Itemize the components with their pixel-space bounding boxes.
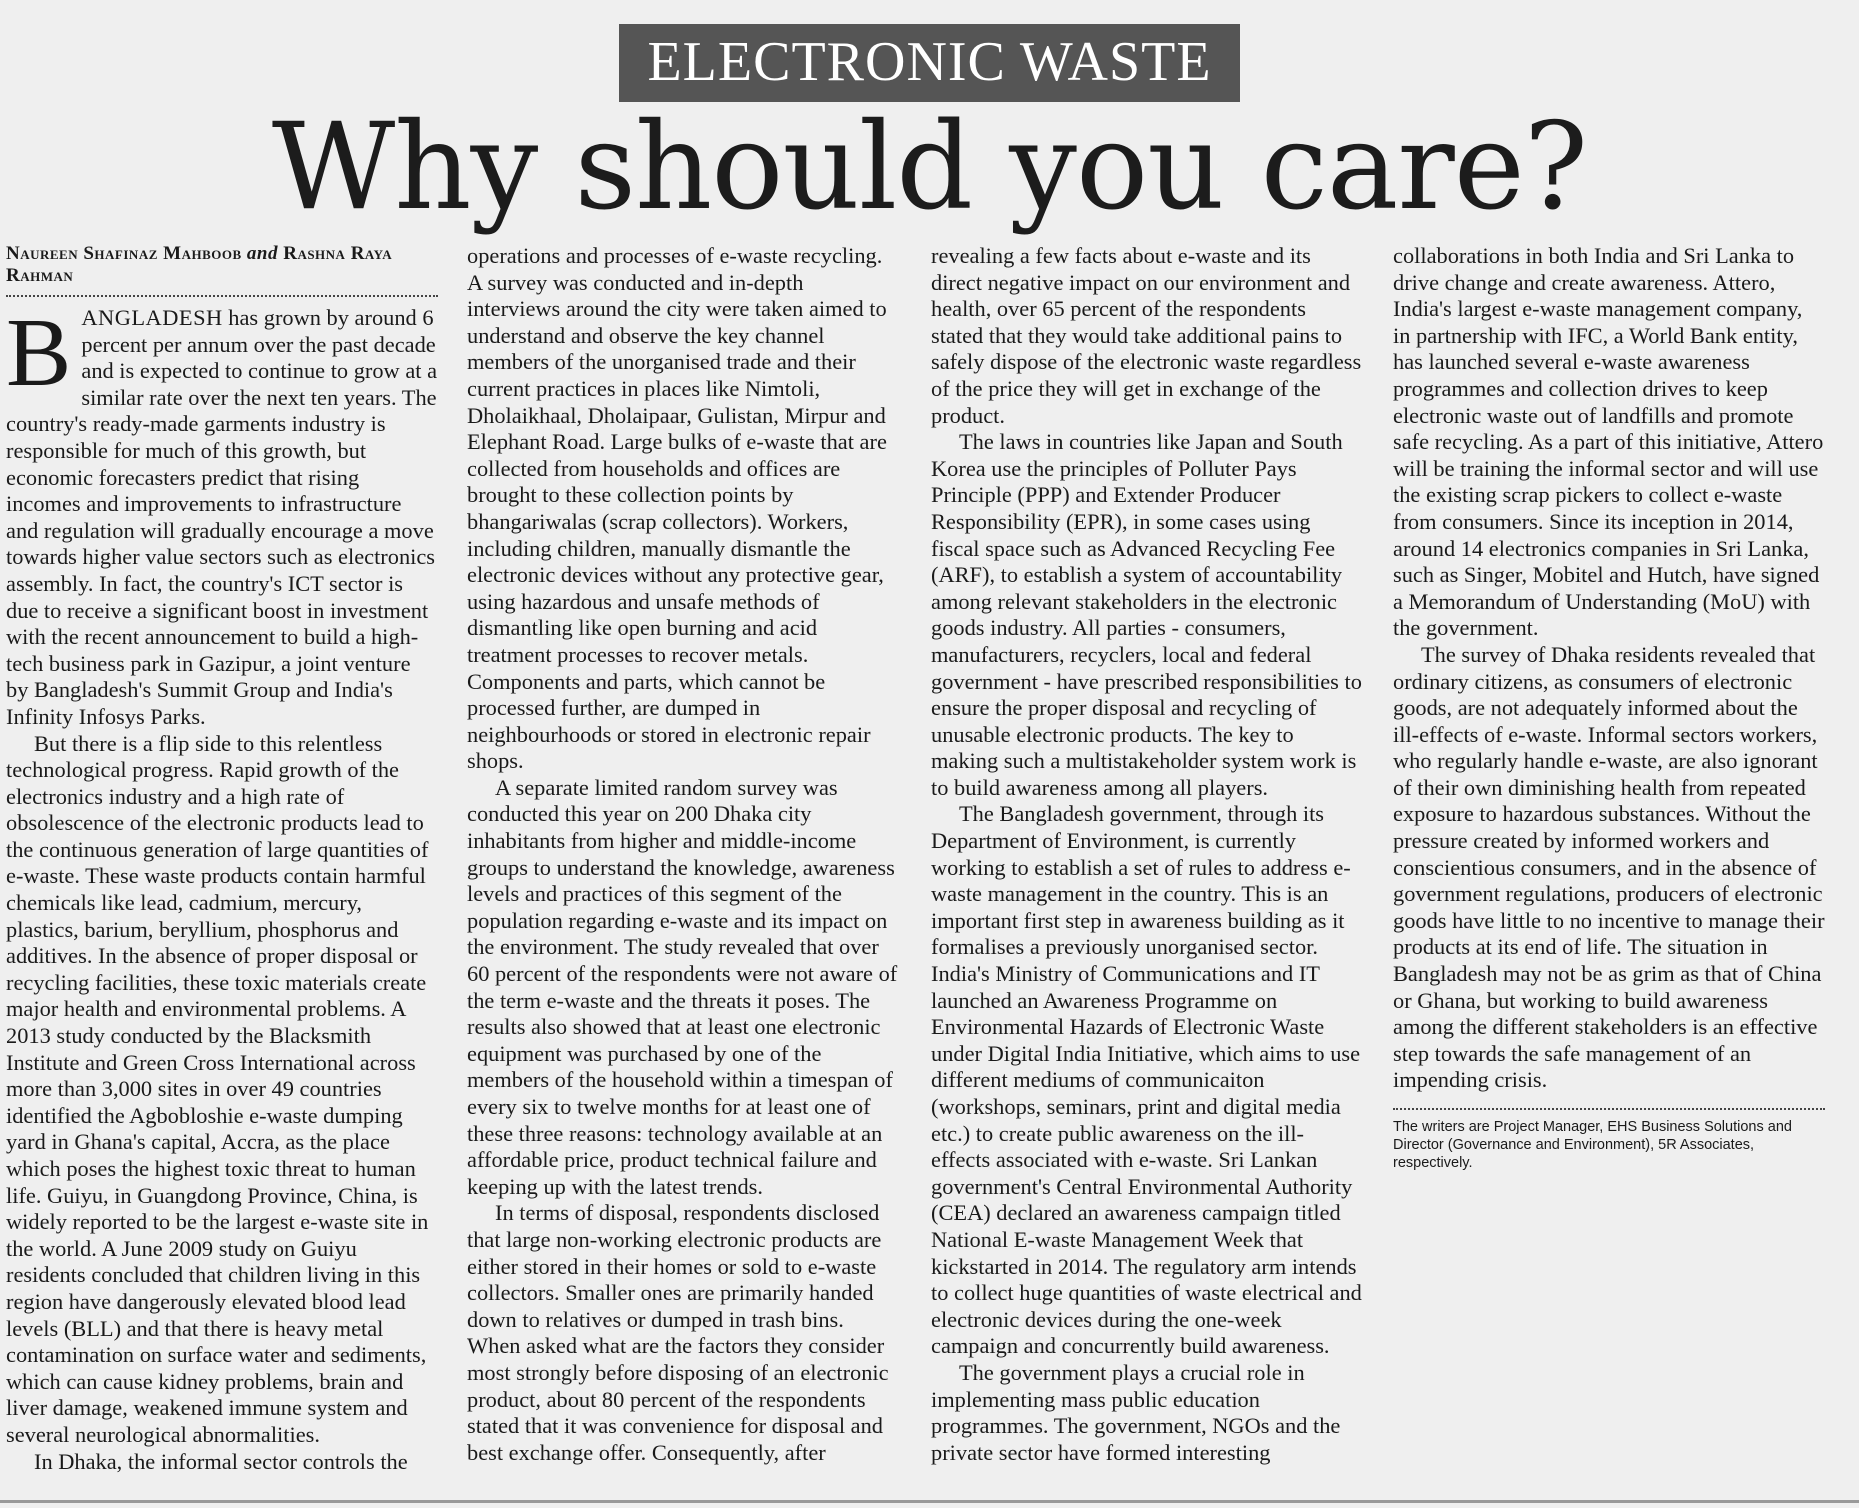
paragraph: The survey of Dhaka residents revealed that ordinary citizens, as consumers of electronic goods, are not adequately informed about the ill-effects of e-waste. Informal sectors workers, who regularly handle e-waste, are also ignorant of their own diminishing health from repeated exposure to hazardous substances. Without the pressure created by informed workers and conscientious consumers, and in the absence of government regulations, producers of electronic goods have little to no incentive to manage their products at its end of life. The situation in Bangladesh may not be as grim as that of China or Ghana, but working to build awareness among the different stakeholders is an effective step towards the safe management of an impending crisis. [1393,641,1825,1093]
lead-paragraph [6,299,438,731]
paragraph: In terms of disposal, respondents disclosed that large non-working electronic products are either stored in their homes or sold to e-waste collectors. Smaller ones are primarily handed down to relatives or dumped in trash bins. When asked what are the factors they consider most strongly before disposing of an electronic product, about 80 percent of the respondents stated that it was convenience for disposal and best exchange offer. Consequently, after [467,1200,889,1465]
lead-caps: ANGLADESH [81,305,223,330]
author-note: The writers are Project Manager, EHS Business Solutions and Director (Governance and Environment), 5R Associates, respectively. [1393,1108,1825,1172]
paragraph: A separate limited random survey was conducted this year on 200 Dhaka city inhabitants from higher and middle-income groups to understand the knowledge, awareness levels and practices of this segment of the population regarding e-waste and its impact on the environment. The study revealed that over 60 percent of the respondents were not aware of the term e-waste and the threats it poses. The results also showed that at least one electronic equipment was purchased by one of the members of the household within a timespan of every six to twelve months for at least one of these three reasons: technology available at an affordable price, product technical failure and keeping up with the latest trends. [467,774,898,1199]
column-1 [6,243,438,1488]
article-body [6,243,1836,1488]
section-label-wrap [0,24,1859,102]
column-2 [467,243,899,1488]
column-3 [931,243,1363,1488]
paragraph: The laws in countries like Japan and South Korea use the principles of Polluter Pays Principle (PPP) and Extender Producer Responsibility (EPR), in some cases using fiscal space such as Advanced Recycling Fee (ARF), to establish a system of accountability among relevant stakeholders in the electronic goods industry. All parties - consumers, manufacturers, recyclers, local and federal government - have prescribed responsibilities to ensure the proper disposal and recycling of unusable electronic products. The key to making such a multistakeholder system work is to build awareness among all players. [931,429,1362,800]
headline: Why should you care? [271,98,1588,237]
bottom-rule [0,1500,1859,1503]
author-1: Naureen Shafinaz Mahboob [6,243,242,264]
paragraph-continued: operations and processes of e-waste recycling. A survey was conducted and in-depth interviews around the city were taken aimed to understand and observe the key channel members of the unorganised trade and their current practices in places like Nimtoli, Dholaikhaal, Dholaipaar, Gulistan, Mirpur and Elephant Road. Large bulks of e-waste that are collected from households and offices are brought to these collection points by bhangariwalas (scrap collectors). Workers, including children, manually dismantle the electronic devices without any protective gear, using hazardous and unsafe methods of dismantling like open burning and acid treatment processes to recover metals. Components and parts, which cannot be processed further, are dumped in neighbourhoods or stored in electronic repair shops. [467,243,887,774]
author-2: Rashna Raya Rahman [6,243,393,286]
paragraph: But there is a flip side to this relentless technological progress. Rapid growth of the electronics industry and a high rate of obsolescence of the electronic products lead to the continuous generation of large quantities of e-waste. These waste products contain harmful chemicals like lead, cadmium, mercury, plastics, barium, beryllium, phosphorus and additives. In the absence of proper disposal or recycling facilities, these toxic materials create major health and environmental problems. A 2013 study conducted by the Blacksmith Institute and Green Cross International across more than 3,000 sites in over 49 countries identified the Agbobloshie e-waste dumping yard in Ghana's capital, Accra, as the place which poses the highest toxic threat to human life. Guiyu, in Guangdong Province, China, is widely reported to be the largest e-waste site in the world. A June 2009 study on Guiyu residents concluded that children living in this region have dangerously elevated blood lead levels (BLL) and that there is heavy metal contamination on surface water and sediments, which can cause kidney problems, brain and liver damage, weakened immune system and several neurological abnormalities. [6,730,429,1447]
drop-cap: B [6,299,72,407]
lead-text: has grown by around 6 percent per annum over the past decade and is expected to continue to grow at a similar rate over the next ten years. The country's ready-made garments industry is responsible for much of this growth, but economic forecasters predict that rising incomes and improvements to infrastructure and regulation will gradually encourage a move towards higher value sectors such as electronics assembly. In fact, the country's ICT sector is due to receive a significant boost in investment with the recent announcement to build a high-tech business park in Gazipur, a joint venture by Bangladesh's Summit Group and India's Infinity Infosys Parks. [6,305,438,729]
paragraph: In Dhaka, the informal sector controls the [34,1448,408,1474]
paragraph: The government plays a crucial role in implementing mass public education programmes. The government, NGOs and the private sector have formed interesting [931,1359,1341,1465]
byline-and: and [246,243,278,264]
column-4 [1393,243,1825,1488]
paragraph-continued: revealing a few facts about e-waste and its direct negative impact on our environment and health, over 65 percent of the respondents stated that they would take additional pains to safely dispose of the electronic waste regardless of the price they will get in exchange of the product. [931,243,1362,428]
paragraph: The Bangladesh government, through its Department of Environment, is currently working to establish a set of rules to address e-waste management in the country. This is an important first step in awareness building as it formalises a previously unorganised sector. India's Ministry of Communications and IT launched an Awareness Programme on Environmental Hazards of Electronic Waste under Digital India Initiative, which aims to use different mediums of communicaiton (workshops, seminars, print and digital media etc.) to create public awareness on the ill-effects associated with e-waste. Sri Lankan government's Central Environmental Authority (CEA) declared an awareness campaign titled National E-waste Management Week that kickstarted in 2014. The regulatory arm intends to collect huge quantities of waste electrical and electronic devices during the one-week campaign and concurrently build awareness. [931,801,1362,1359]
paragraph-continued: collaborations in both India and Sri Lanka to drive change and create awareness. Attero, India's largest e-waste management company, in partnership with IFC, a World Bank entity, has launched several e-waste awareness programmes and collection drives to keep electronic waste out of landfills and promote safe recycling. As a part of this initiative, Attero will be training the informal sector and will use the existing scrap pickers to collect e-waste from consumers. Since its inception in 2014, around 14 electronics companies in Sri Lanka, such as Singer, Mobitel and Hutch, have signed a Memorandum of Understanding (MoU) with the government. [1393,243,1824,641]
byline [6,243,438,297]
section-label: ELECTRONIC WASTE [619,24,1239,102]
